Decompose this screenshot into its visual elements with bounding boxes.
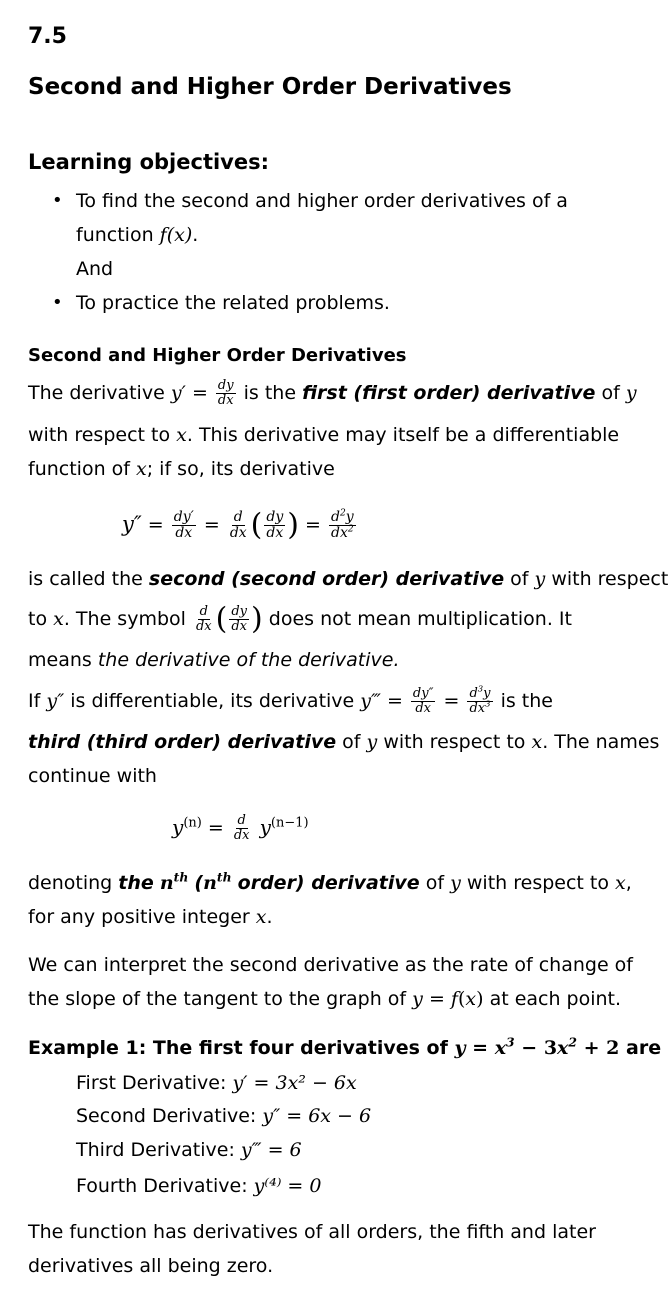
example-heading: Example 1: The first four derivatives of $y = x^3 - 3x^2 + 2$ are	[28, 1034, 662, 1059]
subheading: Second and Higher Order Derivatives	[28, 345, 407, 366]
example-row-3: Third Derivative: y‴ = 6	[76, 1139, 302, 1161]
equation-second-derivative: y″ = $\frac{dy'}{dx}$ = $\frac{d}{dx}$ ( $\frac{dy}{dx}$ ) = $\frac{d^2y}{dx^2}$	[122, 507, 354, 543]
page-title: Second and Higher Order Derivatives	[28, 74, 512, 100]
paragraph-2-line-2: to x. The symbol $\frac{d}{dx}$ ( $\frac{dy}{dx}$ ) does not mean multiplication. It	[28, 601, 572, 637]
paragraph-4-line-1: denoting the $n^{th}$ ($n^{th}$ order) derivative of y with respect to x,	[28, 869, 632, 894]
example-row-2: Second Derivative: y″ = 6x − 6	[76, 1105, 372, 1127]
section-number: 7.5	[28, 24, 67, 49]
conclusion-line-2: derivatives all being zero.	[28, 1255, 274, 1277]
paragraph-3-line-1: If y″ is differentiable, its derivative y‴ = $\frac{dy''}{dx}$ = $\frac{d^3y}{dx^3}$ is the	[28, 683, 553, 716]
example-row-4: Fourth Derivative: y⁽⁴⁾ = 0	[76, 1175, 322, 1197]
objective-1: • To find the second and higher order derivatives of a	[76, 184, 568, 218]
conclusion-line-1: The function has derivatives of all orders, the fifth and later	[28, 1221, 596, 1243]
fraction-dy-dx: $\frac{dy}{dx}$	[217, 377, 234, 408]
paragraph-4-line-2: for any positive integer x.	[28, 906, 273, 928]
paragraph-5-line-2: the slope of the tangent to the graph of y = f(x) at each point.	[28, 988, 622, 1010]
example-row-1: First Derivative: y′ = 3x² − 6x	[76, 1072, 357, 1094]
objective-2: • To practice the related problems.	[76, 286, 390, 320]
paragraph-1-line-2: with respect to x. This derivative may itself be a differentiable	[28, 424, 620, 446]
paragraph-5-line-1: We can interpret the second derivative as the rate of change of	[28, 954, 633, 976]
paragraph-2-line-3: means the derivative of the derivative.	[28, 649, 400, 671]
paragraph-1-line-3: function of x; if so, its derivative	[28, 458, 335, 480]
objective-1-cont: function f(x).	[76, 224, 199, 246]
paragraph-1-line-1: The derivative y′ = $\frac{dy}{dx}$ is the first (first order) derivative of y	[28, 377, 637, 408]
objectives-heading: Learning objectives:	[28, 150, 270, 174]
equation-nth-derivative: $y^{(n)}$ = $\frac{d}{dx}$ $y^{(n-1)}$	[172, 812, 309, 843]
objective-and: And	[76, 258, 114, 280]
paragraph-3-line-2: third (third order) derivative of y with respect to x. The names	[28, 731, 660, 753]
paragraph-2-line-1: is called the second (second order) derivative of y with respect	[28, 568, 669, 590]
paragraph-3-line-3: continue with	[28, 765, 157, 787]
